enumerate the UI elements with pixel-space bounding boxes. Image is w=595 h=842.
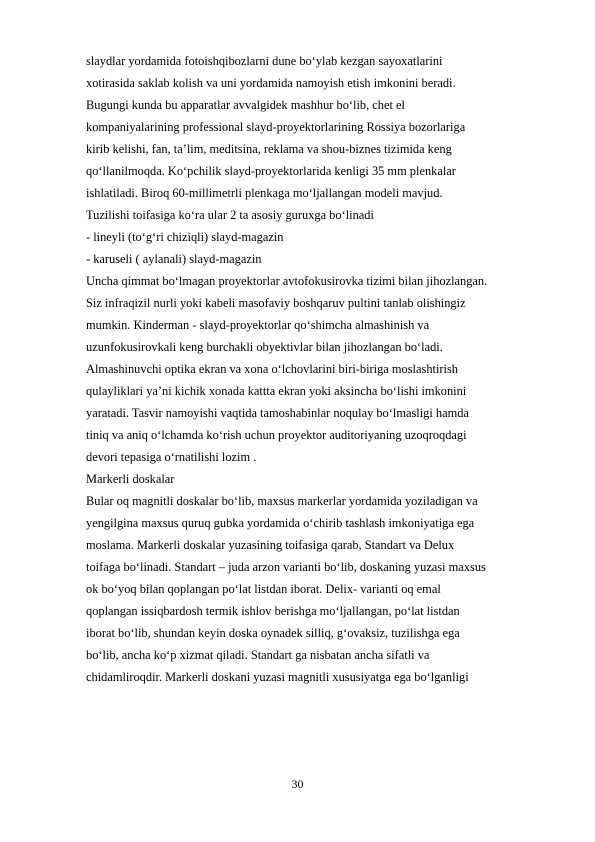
text-line: Bugungi kunda bu apparatlar avvalgidek mashhur bo‘lib, chet el [86, 98, 405, 112]
page-number: 30 [291, 777, 304, 791]
text-line: uzunfokusirovkali keng burchakli obyektivlar bilan jihozlangan bo‘ladi. [86, 340, 443, 354]
text-line: moslama. Markerli doskalar yuzasining toifasiga qarab, Standart va Delux [86, 538, 455, 552]
text-line: chidamliroqdir. Markerli doskani yuzasi magnitli xususiyatga ega bo‘lganligi [86, 670, 469, 684]
text-line: kirib kelishi, fan, ta’lim, meditsina, reklama va shou-biznes tizimida keng [86, 142, 452, 156]
text-line: yaratadi. Tasvir namoyishi vaqtida tamoshabinlar noqulay bo‘lmasligi hamda [86, 406, 469, 420]
section-heading: Markerli doskalar [86, 472, 175, 486]
text-line: ok bo‘yoq bilan qoplangan po‘lat listdan iborat. Delix- varianti oq emal [86, 582, 441, 596]
text-line: yengilgina maxsus quruq gubka yordamida o‘chirib tashlash imkoniyatiga ega [86, 516, 475, 530]
text-line: ishlatiladi. Biroq 60-millimetrli plenkaga mo‘ljallangan modeli mavjud. [86, 186, 443, 200]
document-body [86, 50, 556, 688]
text-line: slaydlar yordamida fotoishqibozlarni dune bo‘ylab kezgan sayoxatlarini [86, 54, 443, 68]
text-line: iborat bo‘lib, shundan keyin doska oynadek silliq, g‘ovaksiz, tuzilishga ega [86, 626, 460, 640]
text-line: xotirasida saklab kolish va uni yordamida namoyish etish imkonini beradi. [86, 76, 456, 90]
text-line: toifaga bo‘linadi. Standart – juda arzon varianti bo‘lib, doskaning yuzasi maxsus [86, 560, 486, 574]
text-line: Almashinuvchi optika ekran va xona o‘lchovlarini biri-biriga moslashtirish [86, 362, 458, 376]
text-line: Siz infraqizil nurli yoki kabeli masofaviy boshqaruv pultini tanlab olishingiz [86, 296, 466, 310]
list-item: - lineyli (to‘g‘ri chiziqli) slayd-magazin [86, 230, 284, 244]
text-line: Bular oq magnitli doskalar bo‘lib, maxsus markerlar yordamida yoziladigan va [86, 494, 478, 508]
text-line: Tuzilishi toifasiga ko‘ra ular 2 ta asosiy guruxga bo‘linadi [86, 208, 374, 222]
text-line: kompaniyalarining professional slayd-proyektorlarining Rossiya bozorlariga [86, 120, 466, 134]
text-line: qoplangan issiqbardosh termik ishlov berishga mo‘ljallangan, po‘lat listdan [86, 604, 460, 618]
text-line: mumkin. Kinderman - slayd-proyektorlar qo‘shimcha almashinish va [86, 318, 430, 332]
text-line: tiniq va aniq o‘lchamda ko‘rish uchun proyektor auditoriyaning uzoqroqdagi [86, 428, 467, 442]
text-line: bo‘lib, ancha ko‘p xizmat qiladi. Standart ga nisbatan ancha sifatli va [86, 648, 430, 662]
list-item: - karuseli ( aylanali) slayd-magazin [86, 252, 262, 266]
text-line: devori tepasiga o‘rnatilishi lozim . [86, 450, 257, 464]
text-line: Uncha qimmat bo‘lmagan proyektorlar avtofokusirovka tizimi bilan jihozlangan. [86, 274, 488, 288]
text-line: qulayliklari ya’ni kichik xonada kattta ekran yoki aksincha bo‘lishi imkonini [86, 384, 467, 398]
text-line: qo‘llanilmoqda. Ko‘pchilik slayd-proyektorlarida kenligi 35 mm plenkalar [86, 164, 456, 178]
